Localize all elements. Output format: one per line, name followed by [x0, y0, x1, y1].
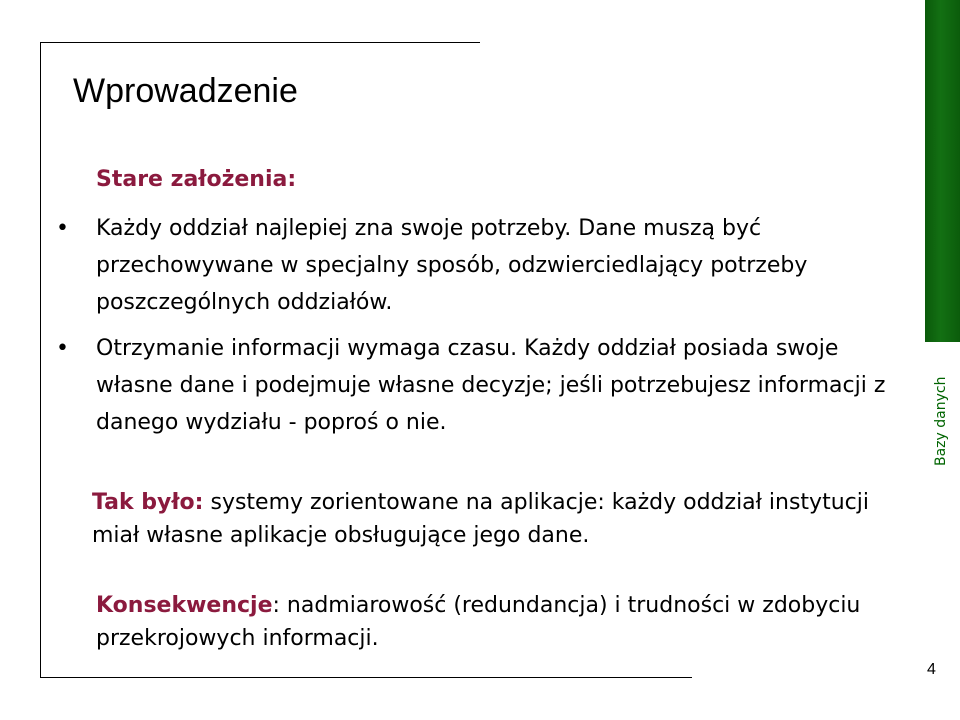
side-green-bar	[925, 0, 960, 342]
bullet-dot: •	[56, 336, 69, 361]
old-assumptions-heading: Stare założenia:	[96, 167, 297, 192]
consequences-label: Konsekwencje	[96, 593, 273, 618]
was-label: Tak było:	[92, 490, 204, 515]
slide-title: Wprowadzenie	[73, 72, 298, 110]
page-number: 4	[927, 661, 936, 678]
bullet-dot: •	[56, 216, 69, 241]
bullet-text-1: Każdy oddział najlepiej zna swoje potrzeby. Dane muszą być przechowywane w specjalny sposób, odzwierciedlający potrzeby poszczególnych oddziałów.	[96, 216, 808, 315]
frame-top-border	[40, 42, 480, 43]
side-label: Bazy danych	[933, 376, 949, 466]
was-text: systemy zorientowane na aplikacje: każdy oddział instytucji miał własne aplikacje obsługujące jego dane.	[92, 490, 869, 548]
consequences-text: : nadmiarowość (redundancja) i trudności w zdobyciu przekrojowych informacji.	[96, 593, 861, 651]
bullet-item-2	[56, 330, 896, 441]
consequences-paragraph	[96, 589, 906, 655]
bullet-item-1	[56, 210, 896, 321]
was-paragraph	[92, 486, 902, 552]
frame-bottom-border	[40, 677, 692, 678]
frame-left-border	[40, 42, 41, 678]
bullet-text-2: Otrzymanie informacji wymaga czasu. Każdy oddział posiada swoje własne dane i podejmuje własne decyzje; jeśli potrzebujesz informacji z danego wydziału - poproś o nie.	[96, 336, 886, 435]
